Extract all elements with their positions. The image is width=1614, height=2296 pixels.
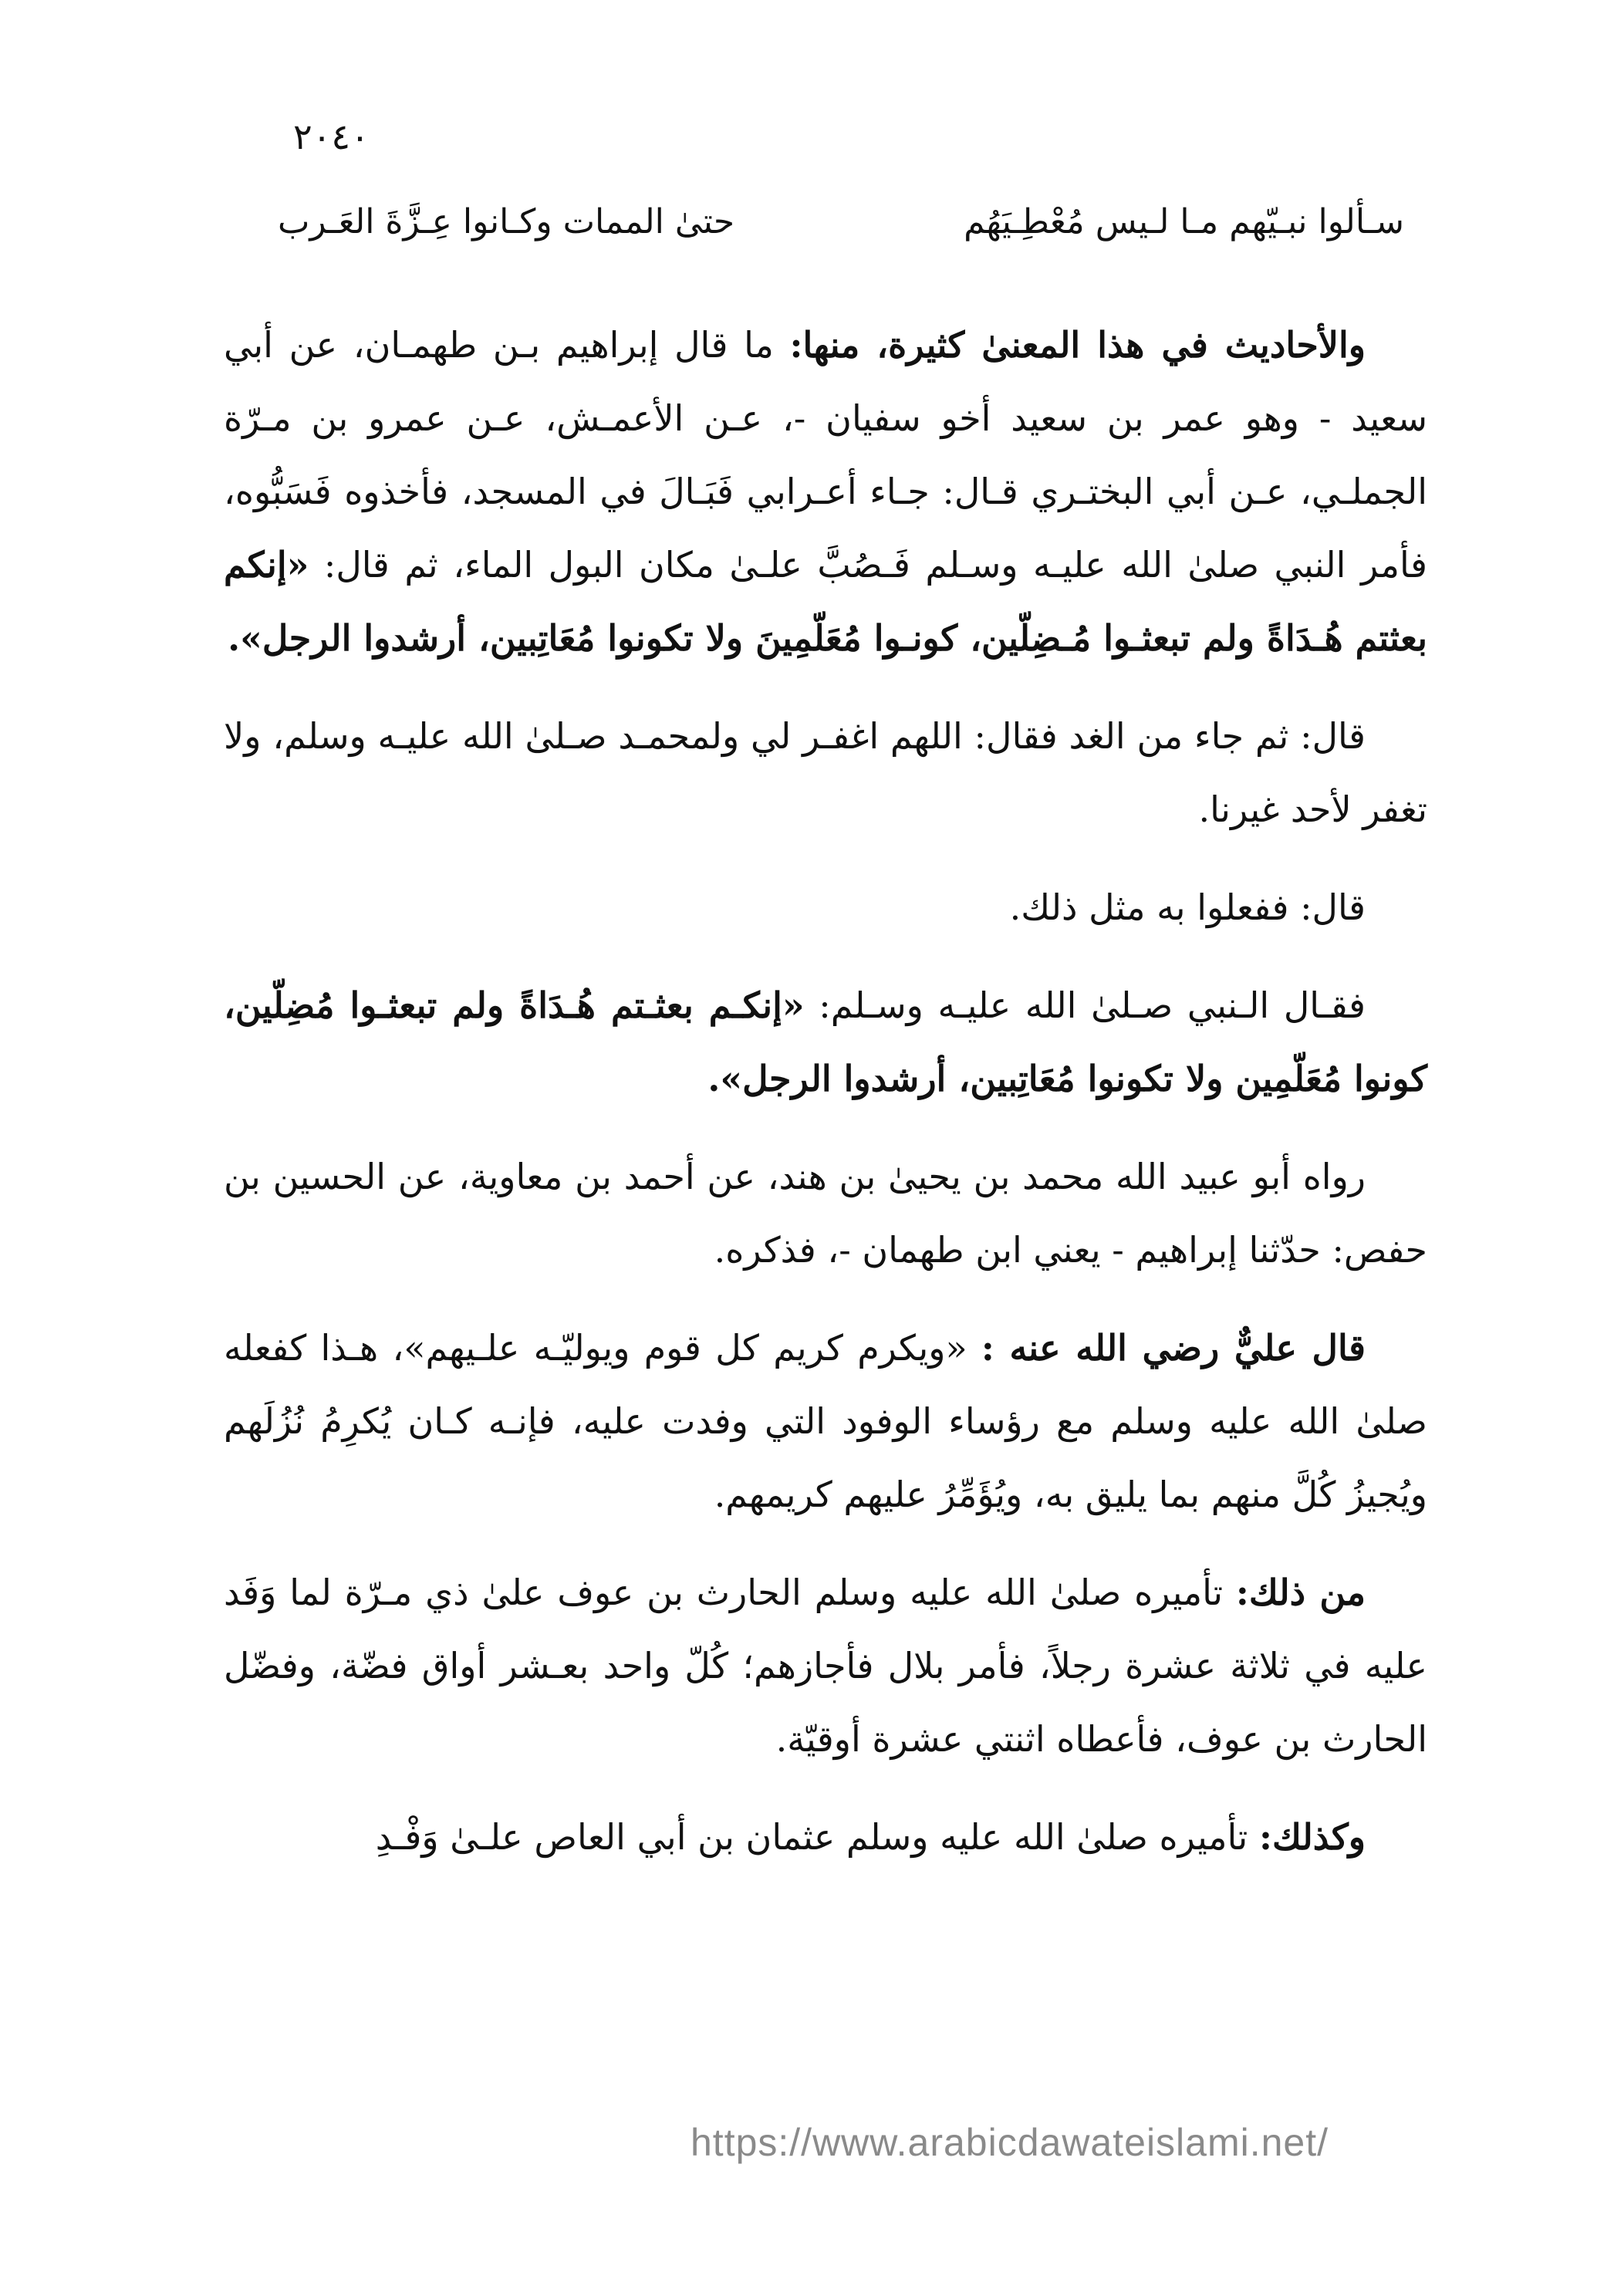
paragraph-text: قال: ثم جاء من الغد فقال: اللهم اغفـر لي ولمحمـد صـلىٰ الله عليـه وسلم، ولا تغفر لأحد غيرنا. — [224, 715, 1427, 830]
paragraph-next-day — [224, 700, 1427, 846]
paragraph-text: رواه أبو عبيد الله محمد بن يحيىٰ بن هند، عن أحمد بن معاوية، عن الحسين بن حفص: حدّثنا إبراهيم - يعني ابن طهمان -، فذكره. — [224, 1156, 1427, 1271]
paragraph-hadith-bedouin — [224, 309, 1427, 675]
paragraph-quote: «إنكـم بعثـتم هُـدَاةً ولم تبعثـوا مُضِلّين، كونوا مُعَلّمِين ولا تكونوا مُعَاتِبين، أرشدوا الرجل». — [224, 984, 1427, 1099]
paragraph-from-that — [224, 1556, 1427, 1776]
paragraph-lead: قال عليٌّ رضي الله عنه : — [981, 1327, 1366, 1369]
body-text — [224, 309, 1427, 1899]
paragraph-text: قال: ففعلوا به مثل ذلك. — [1009, 886, 1366, 928]
paragraph-narration — [224, 1140, 1427, 1287]
paragraph-lead: وكذلك: — [1258, 1816, 1366, 1858]
verse-hemistich-second: حتىٰ الممات وكـانوا عِـزَّةَ العَـرب — [278, 202, 735, 241]
paragraph-lead: من ذلك: — [1235, 1572, 1366, 1613]
paragraph-text: «ويكرم كريم كل قوم ويوليّـه علـيهم»، هـذا كفعله صلىٰ الله عليه وسلم مع رؤساء الوفود التي وفدت عليه، فإنـه كـان يُكرِمُ نُزُلَهم ويُجيزُ كُلَّ منهم بما يليق به، ويُؤَمِّرُ عليهم كريمهم. — [224, 1327, 1427, 1515]
paragraph-likewise — [224, 1801, 1427, 1874]
poetry-verse — [278, 202, 1404, 272]
paragraph-ali-said — [224, 1312, 1427, 1531]
paragraph-prophet-said — [224, 969, 1427, 1116]
paragraph-text: تأميره صلىٰ الله عليه وسلم عثمان بن أبي العاص علـىٰ وَفْـدِ — [375, 1816, 1248, 1858]
paragraph-text: ما قال إبراهيم بـن طهمـان، عن أبي سعيد - وهو عمر بن سعيد أخو سفيان -، عـن الأعمـش، عـن عمرو بن مـرّة الجملـي، عـن أبي البختـري قـال: جـاء أعـرابي فَبَـالَ في المسجد، فأخذوه فَسَبُّوه، فأمر النبي صلىٰ الله عليـه وسـلم فَـصُبَّ علـىٰ مكان البول الماء، ثم قال: — [224, 324, 1427, 586]
paragraph-quote: «إنكم بعثتم هُـدَاةً ولم تبعثـوا مُـضِلّين، كونـوا مُعَلّمِينَ ولا تكونوا مُعَاتِبين، أرشدوا الرجل». — [224, 544, 1427, 659]
paragraph-lead: والأحاديث في هذا المعنىٰ كثيرة، منها: — [789, 324, 1366, 366]
paragraph-text: فقـال الـنبي صـلىٰ الله عليـه وسـلم: — [819, 984, 1366, 1026]
paragraph-they-did — [224, 871, 1427, 944]
verse-hemistich-first: سـألوا نبـيّهم مـا لـيس مُعْطِـيَهُم — [964, 202, 1404, 241]
watermark-url: https://www.arabicdawateislami.net/ — [691, 2121, 1329, 2164]
paragraph-text: تأميره صلىٰ الله عليه وسلم الحارث بن عوف علىٰ ذي مـرّة لما وَفَد عليه في ثلاثة عشرة رجلاً، فأمر بلال فأجازهم؛ كُلّ واحد بعـشر أواق فضّة، وفضّل الحارث بن عوف، فأعطاه اثنتي عشرة أوقيّة. — [224, 1572, 1427, 1760]
page-number: ٢٠٤٠ — [293, 116, 370, 157]
